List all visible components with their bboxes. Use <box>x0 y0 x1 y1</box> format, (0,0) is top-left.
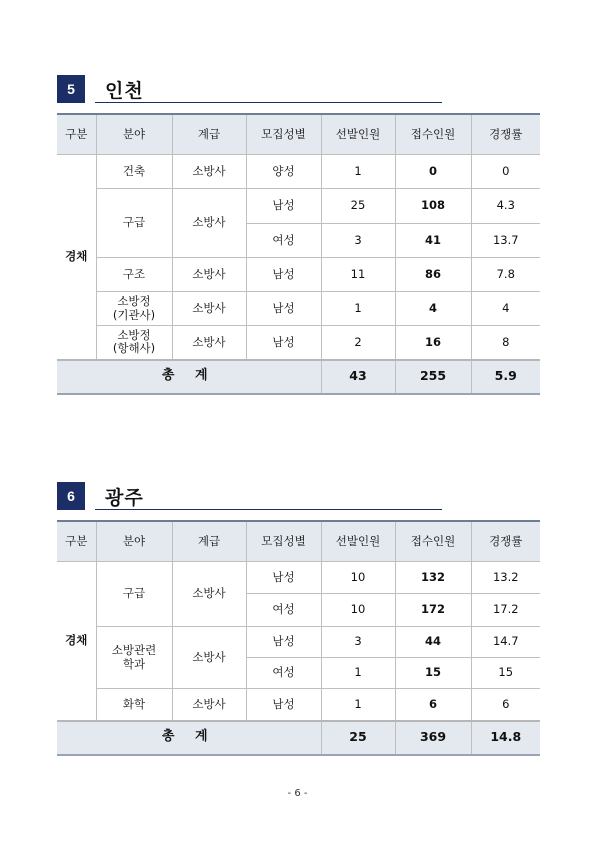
header-ratio: 경쟁률 <box>471 114 540 155</box>
field-cell: 구급 <box>96 562 172 627</box>
selected-cell: 3 <box>321 627 395 658</box>
field-cell: 소방관련 학과 <box>96 627 172 689</box>
applied-cell: 86 <box>395 258 471 292</box>
ratio-cell: 0 <box>471 155 540 189</box>
gender-cell: 남성 <box>246 189 321 224</box>
rank-cell: 소방사 <box>172 189 246 258</box>
applied-cell: 15 <box>395 658 471 689</box>
total-selected: 43 <box>321 360 395 394</box>
total-label: 총 계 <box>57 360 321 394</box>
header-ratio: 경쟁률 <box>471 521 540 562</box>
header-selected: 선발인원 <box>321 114 395 155</box>
table-row <box>57 326 540 360</box>
rank-cell: 소방사 <box>172 689 246 721</box>
header-field: 분야 <box>96 521 172 562</box>
gender-cell: 남성 <box>246 627 321 658</box>
total-row <box>57 360 540 394</box>
gender-cell: 여성 <box>246 658 321 689</box>
section-number: 5 <box>57 75 85 103</box>
header-gubun: 구분 <box>57 114 96 155</box>
ratio-cell: 17.2 <box>471 594 540 627</box>
section-underline <box>95 102 442 103</box>
selected-cell: 2 <box>321 326 395 360</box>
total-applied: 369 <box>395 721 471 755</box>
field-cell: 구조 <box>96 258 172 292</box>
rank-cell: 소방사 <box>172 627 246 689</box>
ratio-cell: 15 <box>471 658 540 689</box>
header-applied: 접수인원 <box>395 521 471 562</box>
applied-cell: 41 <box>395 224 471 258</box>
header-selected: 선발인원 <box>321 521 395 562</box>
selected-cell: 10 <box>321 594 395 627</box>
field-cell: 건축 <box>96 155 172 189</box>
table-row <box>57 627 540 658</box>
total-selected: 25 <box>321 721 395 755</box>
table-header-row <box>57 114 540 155</box>
rank-cell: 소방사 <box>172 292 246 326</box>
section-header-gwangju <box>57 482 447 510</box>
header-field: 분야 <box>96 114 172 155</box>
table-row <box>57 562 540 594</box>
ratio-cell: 7.8 <box>471 258 540 292</box>
applied-cell: 132 <box>395 562 471 594</box>
table-row <box>57 689 540 721</box>
selected-cell: 1 <box>321 658 395 689</box>
selected-cell: 1 <box>321 689 395 721</box>
total-label: 총 계 <box>57 721 321 755</box>
table-row <box>57 189 540 224</box>
table-header-row <box>57 521 540 562</box>
section-number: 6 <box>57 482 85 510</box>
field-cell: 소방정 (기관사) <box>96 292 172 326</box>
selected-cell: 3 <box>321 224 395 258</box>
total-ratio: 14.8 <box>471 721 540 755</box>
gender-cell: 남성 <box>246 562 321 594</box>
applied-cell: 108 <box>395 189 471 224</box>
section-title: 인천 <box>105 80 144 102</box>
gender-cell: 여성 <box>246 224 321 258</box>
gender-cell: 남성 <box>246 689 321 721</box>
applied-cell: 16 <box>395 326 471 360</box>
applied-cell: 6 <box>395 689 471 721</box>
gender-cell: 양성 <box>246 155 321 189</box>
applied-cell: 0 <box>395 155 471 189</box>
total-row <box>57 721 540 755</box>
gender-cell: 여성 <box>246 594 321 627</box>
table-row <box>57 292 540 326</box>
field-cell: 소방정 (항해사) <box>96 326 172 360</box>
gwangju-table <box>57 520 540 756</box>
ratio-cell: 8 <box>471 326 540 360</box>
total-ratio: 5.9 <box>471 360 540 394</box>
header-gender: 모집성별 <box>246 114 321 155</box>
ratio-cell: 13.2 <box>471 562 540 594</box>
selected-cell: 10 <box>321 562 395 594</box>
field-cell: 화학 <box>96 689 172 721</box>
section-title: 광주 <box>105 487 144 509</box>
header-gender: 모집성별 <box>246 521 321 562</box>
ratio-cell: 6 <box>471 689 540 721</box>
ratio-cell: 13.7 <box>471 224 540 258</box>
section-header-incheon <box>57 75 447 103</box>
group-cell: 경채 <box>57 155 96 360</box>
total-applied: 255 <box>395 360 471 394</box>
table-row <box>57 258 540 292</box>
rank-cell: 소방사 <box>172 562 246 627</box>
field-cell: 구급 <box>96 189 172 258</box>
page-number: - 6 - <box>287 788 308 799</box>
header-gubun: 구분 <box>57 521 96 562</box>
header-rank: 계급 <box>172 114 246 155</box>
gender-cell: 남성 <box>246 292 321 326</box>
section-underline <box>95 509 442 510</box>
applied-cell: 4 <box>395 292 471 326</box>
selected-cell: 1 <box>321 292 395 326</box>
applied-cell: 172 <box>395 594 471 627</box>
ratio-cell: 4.3 <box>471 189 540 224</box>
rank-cell: 소방사 <box>172 258 246 292</box>
rank-cell: 소방사 <box>172 326 246 360</box>
group-cell: 경채 <box>57 562 96 721</box>
table-row <box>57 155 540 189</box>
header-rank: 계급 <box>172 521 246 562</box>
selected-cell: 1 <box>321 155 395 189</box>
header-applied: 접수인원 <box>395 114 471 155</box>
gender-cell: 남성 <box>246 258 321 292</box>
applied-cell: 44 <box>395 627 471 658</box>
ratio-cell: 14.7 <box>471 627 540 658</box>
gender-cell: 남성 <box>246 326 321 360</box>
selected-cell: 11 <box>321 258 395 292</box>
selected-cell: 25 <box>321 189 395 224</box>
rank-cell: 소방사 <box>172 155 246 189</box>
incheon-table <box>57 113 540 395</box>
ratio-cell: 4 <box>471 292 540 326</box>
